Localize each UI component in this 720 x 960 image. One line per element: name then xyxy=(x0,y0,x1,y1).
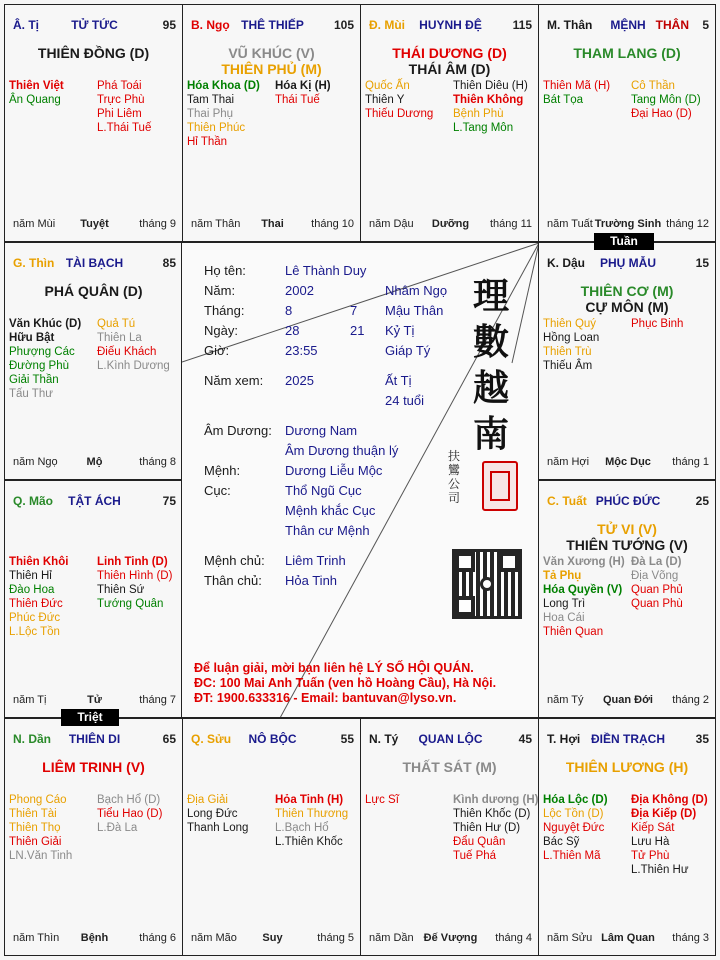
minor-stars-left xyxy=(9,317,81,401)
minor-stars-right xyxy=(97,79,151,135)
minor-star: Thiên Không xyxy=(453,94,524,106)
palace-footer xyxy=(13,218,176,232)
minor-stars-left xyxy=(365,793,399,807)
palace-header xyxy=(547,256,709,272)
minor-stars-right xyxy=(453,793,538,863)
minor-star: Thiên Tài xyxy=(9,808,57,820)
minor-stars-right xyxy=(97,555,172,611)
minor-star: Tuế Phá xyxy=(453,850,497,862)
main-star: THÁI DƯƠNG (D) xyxy=(392,45,507,61)
palace-branch: Â. Tị xyxy=(13,18,39,32)
minor-star: Quốc Ấn xyxy=(365,80,410,92)
palace-year: năm Thìn xyxy=(13,932,60,944)
main-stars xyxy=(5,45,182,61)
main-stars xyxy=(183,45,360,77)
minor-star: Phượng Các xyxy=(9,346,75,358)
minor-star: Thiên Giải xyxy=(9,836,62,848)
minor-star: Lộc Tồn (D) xyxy=(543,808,604,820)
palace-stage: Thai xyxy=(261,218,284,230)
center-info-panel xyxy=(181,242,539,718)
minor-star: L.Đà La xyxy=(97,822,138,834)
palace-header xyxy=(191,18,354,34)
minor-star: Quan Phù xyxy=(631,598,683,610)
palace-branch: T. Hợi xyxy=(547,732,581,746)
palace-stage: Lâm Quan xyxy=(601,932,655,944)
palace-branch: Đ. Mùi xyxy=(369,18,405,32)
minor-star: Bác Sỹ xyxy=(543,836,580,848)
palace-branch: B. Ngọ xyxy=(191,18,230,32)
minor-star: Điếu Khách xyxy=(97,346,157,358)
palace-month: tháng 5 xyxy=(317,932,354,944)
minor-star: Thiếu Âm xyxy=(543,360,593,372)
calligraphy-title xyxy=(467,273,515,457)
palace-month: tháng 2 xyxy=(672,694,709,706)
minor-star: L.Kình Dương xyxy=(97,360,170,372)
palace-footer xyxy=(13,932,176,946)
palace-branch: G. Thìn xyxy=(13,256,55,270)
tuan-tag: Tuần xyxy=(594,233,654,250)
palace-number: 45 xyxy=(518,732,532,746)
menh-value: Dương Liễu Mộc xyxy=(285,463,383,478)
minor-star: Hóa Quyền (V) xyxy=(543,584,623,596)
palace-cell xyxy=(538,4,716,242)
minor-stars-right xyxy=(631,317,683,331)
palace-number: 95 xyxy=(162,18,176,32)
minor-star: Đường Phù xyxy=(9,360,69,372)
palace-stage: Tuyệt xyxy=(80,218,109,230)
cuc-value-3: Thân cư Mệnh xyxy=(285,523,370,538)
palace-footer xyxy=(369,218,532,232)
minor-stars-right xyxy=(97,793,162,835)
palace-header xyxy=(547,494,709,510)
minor-star: LN.Văn Tinh xyxy=(9,850,73,862)
main-star: THIÊN TƯỚNG (V) xyxy=(566,537,688,553)
minor-star: L.Tang Môn xyxy=(453,122,514,134)
palace-header xyxy=(547,732,709,748)
main-star: THAM LANG (D) xyxy=(573,45,681,61)
minor-star: Thiên Thương xyxy=(275,808,349,820)
palace-footer xyxy=(547,694,709,708)
palace-year: năm Tuất xyxy=(547,218,593,230)
minor-star: Hữu Bật xyxy=(9,332,55,344)
palace-header xyxy=(369,732,532,748)
palace-header xyxy=(13,256,176,272)
minor-star: Quả Tú xyxy=(97,318,136,330)
hour-value: 23:55 xyxy=(285,343,318,358)
minor-star: Phi Liêm xyxy=(97,108,142,120)
minor-star: Địa Giải xyxy=(187,794,228,806)
palace-name: NÔ BỘC xyxy=(248,732,297,746)
minor-star: Tướng Quân xyxy=(97,598,164,610)
menhchu-label: Mệnh chủ: xyxy=(204,553,265,568)
hour-label: Giờ: xyxy=(204,343,230,358)
palace-month: tháng 3 xyxy=(672,932,709,944)
minor-stars-left xyxy=(543,317,599,373)
minor-star: Địa Không (D) xyxy=(631,794,708,806)
palace-number: 115 xyxy=(512,18,532,32)
palace-number: 55 xyxy=(340,732,354,746)
palace-year: năm Sửu xyxy=(547,932,593,944)
palace-name: TÀI BẠCH xyxy=(65,256,124,270)
palace-year: năm Thân xyxy=(191,218,241,230)
thanchu-value: Hỏa Tinh xyxy=(285,573,338,588)
palace-branch: C. Tuất xyxy=(547,494,587,508)
minor-star: Thiên Trù xyxy=(543,346,592,358)
minor-star: Hỏa Tinh (H) xyxy=(275,794,344,806)
minor-star: Địa Võng xyxy=(631,570,679,582)
minor-star: Kình dương (H) xyxy=(453,794,539,806)
than-label: THÂN xyxy=(655,18,689,32)
month-label: Tháng: xyxy=(204,303,245,318)
palace-number: 65 xyxy=(162,732,176,746)
name-label: Họ tên: xyxy=(204,263,246,278)
cuc-label: Cục: xyxy=(204,483,231,498)
minor-stars-left xyxy=(543,555,625,639)
palace-name: TỬ TỨC xyxy=(71,18,118,32)
minor-stars-left xyxy=(187,79,260,149)
minor-star: Thiên Hư (D) xyxy=(453,822,521,834)
minor-star: Đà La (D) xyxy=(631,556,682,568)
main-star: THẤT SÁT (M) xyxy=(402,759,497,775)
minor-star: Hồng Loan xyxy=(543,332,600,344)
calligraphy-char: 數 xyxy=(472,321,509,363)
palace-month: tháng 11 xyxy=(489,218,532,230)
palace-cell xyxy=(538,480,716,718)
minor-star: Tiểu Hao (D) xyxy=(97,808,163,820)
minor-star: Thiên Thọ xyxy=(9,822,61,834)
minor-star: Phúc Đức xyxy=(9,612,61,624)
palace-cell xyxy=(4,242,183,480)
palace-stage: Bệnh xyxy=(80,932,109,944)
palace-month: tháng 12 xyxy=(666,218,709,230)
palace-name: PHÚC ĐỨC xyxy=(595,494,661,508)
viewyear-label: Năm xem: xyxy=(204,373,264,388)
minor-star: Trực Phù xyxy=(97,94,145,106)
minor-star: Hóa Khoa (D) xyxy=(187,80,260,92)
minor-star: Phá Toái xyxy=(97,80,142,92)
palace-footer xyxy=(13,456,176,470)
calligraphy-char: 南 xyxy=(472,413,509,455)
minor-star: L.Thiên Mã xyxy=(543,850,601,862)
minor-star: Thiên La xyxy=(97,332,142,344)
minor-star: Thiên Mã (H) xyxy=(543,80,611,92)
minor-star: Tấu Thư xyxy=(9,388,53,400)
palace-year: năm Ngọ xyxy=(13,456,58,468)
palace-branch: M. Thân xyxy=(547,18,593,32)
palace-month: tháng 10 xyxy=(311,218,354,230)
month-canchi: Mậu Thân xyxy=(385,303,444,318)
palace-number: 15 xyxy=(695,256,709,270)
main-star: CỰ MÔN (M) xyxy=(585,299,669,315)
palace-header xyxy=(13,732,176,748)
minor-star: Thiên Đức xyxy=(9,598,63,610)
red-seal xyxy=(482,461,518,511)
hour-canchi: Giáp Tý xyxy=(385,343,431,358)
minor-star: Hoa Cái xyxy=(543,612,585,624)
month-value: 8 xyxy=(285,303,293,318)
minor-star: Lưu Hà xyxy=(631,836,670,848)
minor-stars-right xyxy=(631,555,683,611)
palace-name: QUAN LỘC xyxy=(418,732,483,746)
minor-stars-left xyxy=(187,793,248,835)
age-value: 24 tuổi xyxy=(385,393,425,408)
palace-cell xyxy=(4,4,183,242)
menh-label: Mệnh: xyxy=(204,463,241,478)
minor-star: Cô Thần xyxy=(631,80,675,92)
main-star: PHÁ QUÂN (D) xyxy=(44,283,143,299)
palace-cell xyxy=(182,718,361,956)
minor-star: Thiên Quý xyxy=(543,318,597,330)
minor-star: Hóa Lộc (D) xyxy=(543,794,608,806)
year-canchi: Nhâm Ngọ xyxy=(385,283,448,298)
day-lunar: 21 xyxy=(350,323,365,338)
palace-cell xyxy=(538,242,716,480)
thanchu-label: Thân chủ: xyxy=(204,573,262,588)
palace-month: tháng 6 xyxy=(139,932,176,944)
minor-star: Tử Phù xyxy=(631,850,670,862)
minor-star: Hỉ Thần xyxy=(187,136,228,148)
name-value: Lê Thành Duy xyxy=(285,263,367,278)
triet-tag: Triệt xyxy=(61,709,119,726)
amduong-value: Dương Nam xyxy=(285,423,358,438)
minor-star: Thiên Khốc (D) xyxy=(453,808,531,820)
cuc-value-2: Mệnh khắc Cục xyxy=(285,503,376,518)
main-stars xyxy=(361,759,538,775)
palace-year: năm Mùi xyxy=(13,218,56,230)
main-star: THIÊN CƠ (M) xyxy=(580,283,674,299)
minor-star: Bệnh Phù xyxy=(453,108,504,120)
palace-stage: Suy xyxy=(262,932,283,944)
palace-name: THÊ THIẾP xyxy=(241,18,304,32)
palace-year: năm Dậu xyxy=(369,218,414,230)
minor-stars-left xyxy=(9,79,64,107)
palace-year: năm Tị xyxy=(13,694,47,706)
minor-stars-right xyxy=(631,793,708,877)
contact-line: Để luận giải, mời bạn liên hệ LÝ SỐ HỘI QUÁN. xyxy=(194,661,474,675)
minor-star: Đẩu Quân xyxy=(453,836,506,848)
day-label: Ngày: xyxy=(204,323,238,338)
minor-star: Tam Thai xyxy=(187,94,235,106)
palace-year: năm Dần xyxy=(369,932,414,944)
minor-star: Thiên Phúc xyxy=(187,122,246,134)
day-value: 28 xyxy=(285,323,300,338)
seal-small-text: 扶 鸞 公 司 xyxy=(448,449,461,505)
minor-star: Linh Tinh (D) xyxy=(97,556,168,568)
palace-cell xyxy=(538,718,716,956)
palace-footer xyxy=(369,932,532,946)
minor-star: Thiên Hỉ xyxy=(9,570,52,582)
contact-info xyxy=(194,661,496,706)
palace-branch: N. Tý xyxy=(369,732,399,746)
minor-star: Ân Quang xyxy=(9,94,61,106)
palace-stage: Tử xyxy=(87,694,102,706)
viewyear-value: 2025 xyxy=(285,373,314,388)
palace-footer xyxy=(547,456,709,470)
palace-month: tháng 9 xyxy=(139,218,176,230)
amduong-value-2: Âm Dương thuận lý xyxy=(285,443,399,458)
main-stars xyxy=(539,759,715,775)
palace-cell xyxy=(4,718,183,956)
minor-star: Bạch Hổ (D) xyxy=(97,794,161,806)
palace-cell xyxy=(360,4,539,242)
palace-footer xyxy=(547,932,709,946)
main-star: THIÊN LƯƠNG (H) xyxy=(565,759,689,775)
main-stars xyxy=(539,45,715,61)
main-star: THÁI ÂM (D) xyxy=(408,61,491,77)
minor-star: Nguyệt Đức xyxy=(543,822,605,834)
main-star: TỬ VI (V) xyxy=(597,521,657,537)
minor-star: Thiên Y xyxy=(365,94,405,106)
minor-star: Tả Phụ xyxy=(543,570,582,582)
palace-header xyxy=(13,18,176,34)
palace-name: HUYNH ĐỆ xyxy=(419,18,482,32)
palace-year: năm Hợi xyxy=(547,456,590,468)
palace-cell xyxy=(182,4,361,242)
minor-star: Hóa Kị (H) xyxy=(275,80,331,92)
palace-month: tháng 8 xyxy=(139,456,176,468)
minor-star: Thai Phụ xyxy=(187,108,234,120)
palace-name: MỆNH xyxy=(610,18,646,32)
palace-branch: N. Dần xyxy=(13,732,52,746)
main-stars xyxy=(361,45,538,77)
palace-branch: K. Dậu xyxy=(547,256,586,270)
minor-star: Thiếu Dương xyxy=(365,108,434,120)
minor-stars-right xyxy=(453,79,528,135)
palace-month: tháng 1 xyxy=(672,456,709,468)
palace-name: TẬT ÁCH xyxy=(68,494,121,508)
main-stars xyxy=(539,521,715,553)
palace-cell xyxy=(4,480,183,718)
palace-month: tháng 7 xyxy=(139,694,176,706)
palace-month: tháng 4 xyxy=(495,932,532,944)
minor-star: Kiếp Sát xyxy=(631,822,675,834)
year-value: 2002 xyxy=(285,283,314,298)
minor-star: L.Bạch Hổ xyxy=(275,822,329,834)
main-stars xyxy=(539,283,715,315)
palace-stage: Quan Đới xyxy=(603,694,653,706)
amduong-label: Âm Dương: xyxy=(204,423,272,438)
minor-star: Bát Tọa xyxy=(543,94,584,106)
palace-number: 25 xyxy=(695,494,709,508)
contact-address: ĐC: 100 Mai Anh Tuấn (ven hồ Hoàng Cầu), Hà Nội. xyxy=(194,676,497,690)
palace-branch: Q. Mão xyxy=(13,494,54,508)
palace-footer xyxy=(191,218,354,232)
year-label: Năm: xyxy=(204,283,236,298)
palace-stage: Mộ xyxy=(86,456,103,468)
palace-year: năm Mão xyxy=(191,932,237,944)
main-star: VŨ KHÚC (V) xyxy=(228,45,315,61)
palace-stage: Trường Sinh xyxy=(594,218,662,230)
minor-stars-left xyxy=(9,793,72,863)
minor-star: Thiên Hình (D) xyxy=(97,570,173,582)
palace-name: THIÊN DI xyxy=(68,732,121,746)
minor-star: Thiên Sứ xyxy=(97,584,145,596)
calligraphy-char: 理 xyxy=(472,275,509,317)
palace-number: 35 xyxy=(695,732,709,746)
day-canchi: Kỷ Tị xyxy=(385,323,415,338)
palace-number: 75 xyxy=(162,494,176,508)
minor-star: L.Thiên Khốc xyxy=(275,836,343,848)
palace-year: năm Tý xyxy=(547,694,584,706)
minor-star: Thiên Việt xyxy=(9,80,64,92)
minor-stars-left xyxy=(543,79,610,107)
minor-star: Phong Cáo xyxy=(9,794,67,806)
minor-stars-right xyxy=(275,793,348,849)
cuc-value: Thổ Ngũ Cục xyxy=(285,483,362,498)
minor-star: Thiên Diêu (H) xyxy=(453,80,528,92)
minor-star: Thanh Long xyxy=(187,822,249,834)
minor-star: Giải Thần xyxy=(9,374,59,386)
main-stars xyxy=(5,759,182,775)
main-star: THIÊN ĐỒNG (D) xyxy=(37,45,150,61)
minor-stars-right xyxy=(631,79,701,121)
minor-star: Phục Binh xyxy=(631,318,684,330)
minor-star: Văn Khúc (D) xyxy=(9,318,82,330)
main-star: THIÊN PHỦ (M) xyxy=(221,61,322,77)
minor-star: Đại Hao (D) xyxy=(631,108,692,120)
minor-stars-left xyxy=(365,79,433,121)
palace-footer xyxy=(547,218,709,232)
palace-number: 5 xyxy=(702,18,709,32)
palace-stage: Đế Vượng xyxy=(423,932,478,944)
menhchu-value: Liêm Trinh xyxy=(285,553,346,568)
calligraphy-char: 越 xyxy=(472,367,509,409)
minor-star: L.Thái Tuế xyxy=(97,122,152,134)
month-lunar: 7 xyxy=(350,303,358,318)
palace-number: 105 xyxy=(333,18,354,32)
qr-code xyxy=(452,549,522,619)
minor-stars-left xyxy=(9,555,68,639)
minor-stars-left xyxy=(543,793,608,863)
minor-star: Thiên Khôi xyxy=(9,556,69,568)
minor-star: Long Trì xyxy=(543,598,586,610)
viewyear-canchi: Ất Tị xyxy=(385,373,412,388)
palace-header xyxy=(547,18,709,34)
palace-stage: Dưỡng xyxy=(431,218,470,230)
minor-stars-right xyxy=(97,317,170,373)
palace-name: ĐIỀN TRẠCH xyxy=(591,732,665,746)
palace-number: 85 xyxy=(162,256,176,270)
main-star: LIÊM TRINH (V) xyxy=(42,759,145,775)
minor-stars-right xyxy=(275,79,331,107)
palace-branch: Q. Sửu xyxy=(191,732,232,746)
palace-name: PHỤ MẪU xyxy=(600,256,656,270)
contact-phone-email: ĐT: 1900.633316 - Email: bantuvan@lyso.vn. xyxy=(194,691,457,705)
palace-stage: Mộc Dục xyxy=(605,456,651,468)
minor-star: Quan Phủ xyxy=(631,584,683,596)
minor-star: Tang Môn (D) xyxy=(631,94,701,106)
palace-footer xyxy=(13,694,176,708)
minor-star: Long Đức xyxy=(187,808,238,820)
minor-star: Thiên Quan xyxy=(543,626,604,638)
minor-star: Thái Tuế xyxy=(275,94,320,106)
palace-footer xyxy=(191,932,354,946)
main-stars xyxy=(5,283,182,299)
minor-star: L.Thiên Hư xyxy=(631,864,689,876)
minor-star: Lực Sĩ xyxy=(365,794,399,806)
minor-star: Địa Kiếp (D) xyxy=(631,808,697,820)
minor-star: L.Lộc Tồn xyxy=(9,626,60,638)
palace-header xyxy=(369,18,532,34)
palace-header xyxy=(13,494,176,510)
minor-star: Đào Hoa xyxy=(9,584,55,596)
minor-star: Văn Xương (H) xyxy=(543,556,625,568)
palace-cell xyxy=(360,718,539,956)
palace-header xyxy=(191,732,354,748)
